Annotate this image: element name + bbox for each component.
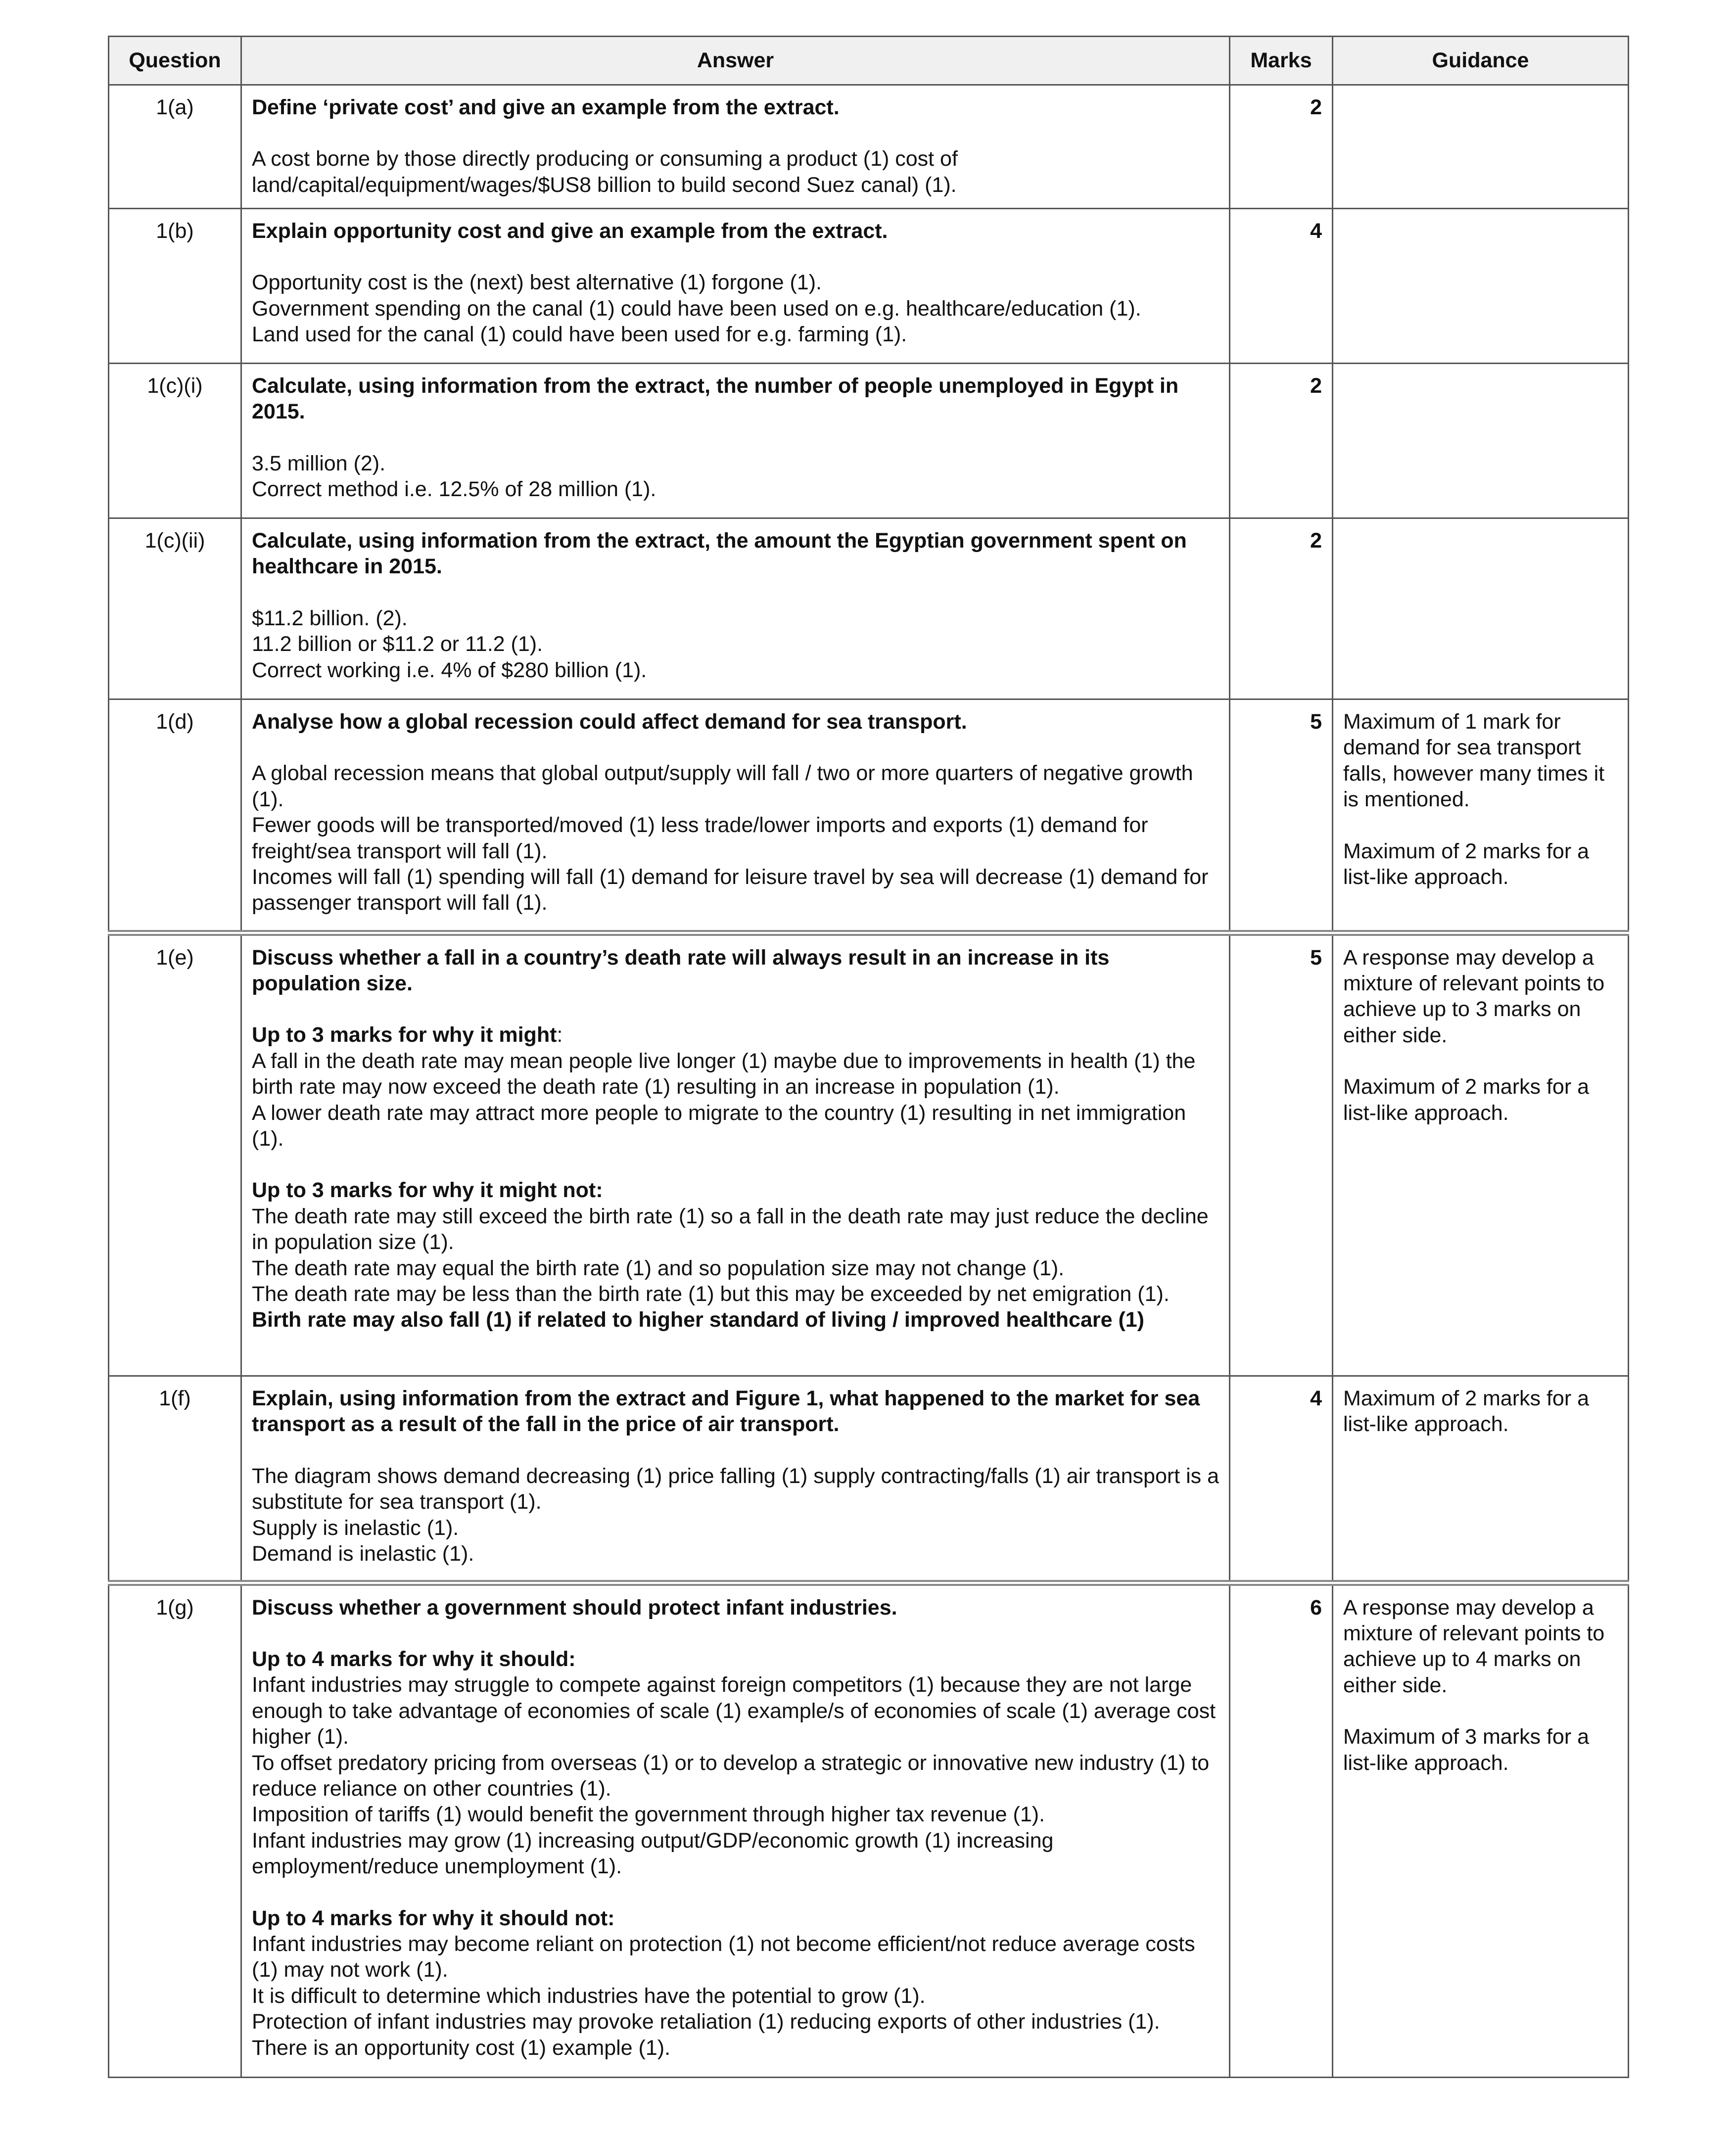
marks-column-header: Marks <box>1230 37 1333 85</box>
answer-line: Infant industries may grow (1) increasing output/GDP/economic growth (1) increasing employment/reduce unemployment (1). <box>252 1828 1054 1879</box>
answer-line: Land used for the canal (1) could have been used for e.g. farming (1). <box>252 323 907 347</box>
guidance-note: A response may develop a mixture of relevant points to achieve up to 3 marks on either side. <box>1343 945 1605 1047</box>
guidance-note: Maximum of 1 mark for demand for sea transport falls, however many times it is mentioned. <box>1343 710 1605 812</box>
answer-line: Demand is inelastic (1). <box>252 1542 474 1566</box>
question-number: 1(a) <box>109 85 241 209</box>
answer-line: The death rate may equal the birth rate (1) and so population size may not change (1). <box>252 1256 1065 1280</box>
question-prompt: Discuss whether a government should protect infant industries. <box>252 1595 897 1620</box>
section-heading <box>252 1022 1222 1048</box>
answer-line: There is an opportunity cost (1) example (1). <box>252 2036 671 2060</box>
question-prompt: Calculate, using information from the extract, the number of people unemployed in Egypt in 2015. <box>252 374 1179 424</box>
answer-cell <box>241 518 1230 699</box>
answer-line: A global recession means that global output/supply will fall / two or more quarters of negative growth (1). <box>252 761 1193 811</box>
answer-cell <box>241 1376 1230 1583</box>
answer-line: Government spending on the canal (1) could have been used on e.g. healthcare/education (1). <box>252 296 1141 321</box>
guidance-cell <box>1333 518 1629 699</box>
answer-cell <box>241 1583 1230 2078</box>
answer-block <box>252 605 1222 683</box>
section-heading <box>252 1646 1222 1672</box>
answer-section <box>252 1905 1222 2061</box>
question-number: 1(g) <box>109 1583 241 2078</box>
question-prompt: Discuss whether a fall in a country’s death rate will always result in an increase in its population size. <box>252 945 1110 995</box>
question-number: 1(b) <box>109 209 241 364</box>
marks-value: 5 <box>1230 699 1333 933</box>
answer-line: Correct method i.e. 12.5% of 28 million (1). <box>252 477 657 502</box>
answer-line: 3.5 million (2). <box>252 451 386 475</box>
answer-line: Infant industries may become reliant on protection (1) not become efficient/not reduce average costs (1) may not work (1). <box>252 1932 1195 1982</box>
guidance-cell <box>1333 85 1629 209</box>
answer-line: It is difficult to determine which industries have the potential to grow (1). <box>252 1984 926 2008</box>
answer-line: 11.2 billion or $11.2 or 11.2 (1). <box>252 632 543 656</box>
section-heading-text: Up to 4 marks for why it should: <box>252 1647 576 1671</box>
guidance-column-header: Guidance <box>1333 37 1629 85</box>
answer-line: Supply is inelastic (1). <box>252 1516 459 1540</box>
guidance-note: Maximum of 2 marks for a list-like approach. <box>1343 1387 1589 1437</box>
answer-line: Correct working i.e. 4% of $280 billion (1). <box>252 658 647 682</box>
table-row <box>109 699 1629 933</box>
table-row <box>109 364 1629 518</box>
table-row <box>109 209 1629 364</box>
marks-value: 5 <box>1230 933 1333 1376</box>
answer-line: A cost borne by those directly producing or consuming a product (1) cost of land/capital/equipment/wages/$US8 billion to build second Suez canal) (1). <box>252 147 958 197</box>
table-row <box>109 1583 1629 2078</box>
section-heading-text: Up to 4 marks for why it should not: <box>252 1906 615 1930</box>
answer-line: Opportunity cost is the (next) best alternative (1) forgone (1). <box>252 271 822 295</box>
answer-section <box>252 1177 1222 1333</box>
answer-line: Incomes will fall (1) spending will fall (1) demand for leisure travel by sea will decrease (1) demand for passenger transport will fall (1). <box>252 865 1209 915</box>
table-row <box>109 933 1629 1376</box>
answer-line: The death rate may be less than the birth rate (1) but this may be exceeded by net emigration (1). <box>252 1282 1170 1306</box>
section-heading-text: Up to 3 marks for why it might not: <box>252 1178 603 1203</box>
answer-block <box>252 451 1222 503</box>
guidance-cell <box>1333 209 1629 364</box>
guidance-note: Maximum of 2 marks for a list-like approach. <box>1343 839 1589 889</box>
table-row <box>109 518 1629 699</box>
guidance-note: A response may develop a mixture of relevant points to achieve up to 4 marks on either side. <box>1343 1595 1605 1697</box>
header-row <box>109 37 1629 85</box>
answer-line: A fall in the death rate may mean people live longer (1) maybe due to improvements in health (1) the birth rate may now exceed the death rate (1) resulting in an increase in population (1). <box>252 1049 1196 1099</box>
answer-block <box>252 270 1222 347</box>
marks-value: 6 <box>1230 1583 1333 2078</box>
guidance-cell <box>1333 364 1629 518</box>
question-number: 1(f) <box>109 1376 241 1583</box>
answer-block <box>252 760 1222 916</box>
marks-value: 4 <box>1230 209 1333 364</box>
marks-value: 2 <box>1230 518 1333 699</box>
question-prompt: Explain, using information from the extract and Figure 1, what happened to the market for sea transport as a result of the fall in the price of air transport. <box>252 1387 1200 1437</box>
answer-line: Fewer goods will be transported/moved (1) less trade/lower imports and exports (1) demand for freight/sea transport will fall (1). <box>252 813 1148 863</box>
answer-block <box>252 146 1222 198</box>
question-prompt: Define ‘private cost’ and give an example from the extract. <box>252 95 840 119</box>
section-heading-text: Up to 3 marks for why it might <box>252 1023 557 1047</box>
section-heading <box>252 1905 1222 1931</box>
question-column-header: Question <box>109 37 241 85</box>
marks-value: 2 <box>1230 364 1333 518</box>
guidance-note: Maximum of 3 marks for a list-like approach. <box>1343 1725 1589 1775</box>
question-number: 1(d) <box>109 699 241 933</box>
answer-line: The diagram shows demand decreasing (1) price falling (1) supply contracting/falls (1) air transport is a substitute for sea transport (1). <box>252 1464 1219 1514</box>
question-prompt: Calculate, using information from the extract, the amount the Egyptian government spent on healthcare in 2015. <box>252 529 1187 579</box>
answer-line: A lower death rate may attract more people to migrate to the country (1) resulting in net immigration (1). <box>252 1101 1186 1151</box>
guidance-cell <box>1333 933 1629 1376</box>
mark-scheme-table <box>108 36 1629 2078</box>
table-body <box>109 85 1629 2078</box>
question-number: 1(e) <box>109 933 241 1376</box>
answer-cell <box>241 209 1230 364</box>
answer-column-header: Answer <box>241 37 1230 85</box>
marks-value: 4 <box>1230 1376 1333 1583</box>
guidance-cell <box>1333 1583 1629 2078</box>
answer-line: Imposition of tariffs (1) would benefit the government through higher tax revenue (1). <box>252 1803 1045 1827</box>
answer-section <box>252 1646 1222 1880</box>
answer-block <box>252 1463 1222 1567</box>
answer-line: Protection of infant industries may provoke retaliation (1) reducing exports of other industries (1). <box>252 2010 1160 2034</box>
table-row <box>109 85 1629 209</box>
answer-cell <box>241 85 1230 209</box>
question-number: 1(c)(ii) <box>109 518 241 699</box>
answer-note-bold: Birth rate may also fall (1) if related to higher standard of living / improved healthcare (1) <box>252 1308 1145 1332</box>
guidance-note: Maximum of 2 marks for a list-like approach. <box>1343 1075 1589 1125</box>
answer-line: The death rate may still exceed the birth rate (1) so a fall in the death rate may just reduce the decline in population size (1). <box>252 1204 1209 1254</box>
answer-section <box>252 1022 1222 1152</box>
table-row <box>109 1376 1629 1583</box>
answer-cell <box>241 699 1230 933</box>
marks-value: 2 <box>1230 85 1333 209</box>
guidance-cell <box>1333 699 1629 933</box>
question-prompt: Analyse how a global recession could affect demand for sea transport. <box>252 710 967 734</box>
answer-line: To offset predatory pricing from overseas (1) or to develop a strategic or innovative new industry (1) to reduce reliance on other countries (1). <box>252 1751 1210 1801</box>
section-heading-suffix: : <box>557 1023 563 1047</box>
guidance-cell <box>1333 1376 1629 1583</box>
question-number: 1(c)(i) <box>109 364 241 518</box>
answer-cell <box>241 933 1230 1376</box>
section-heading <box>252 1177 1222 1203</box>
answer-cell <box>241 364 1230 518</box>
answer-line: $11.2 billion. (2). <box>252 606 408 630</box>
answer-line: Infant industries may struggle to compete against foreign competitors (1) because they are not large enough to take advantage of economies of scale (1) example/s of economies of scale (1) average cost higher (1). <box>252 1673 1216 1749</box>
question-prompt: Explain opportunity cost and give an example from the extract. <box>252 219 888 243</box>
